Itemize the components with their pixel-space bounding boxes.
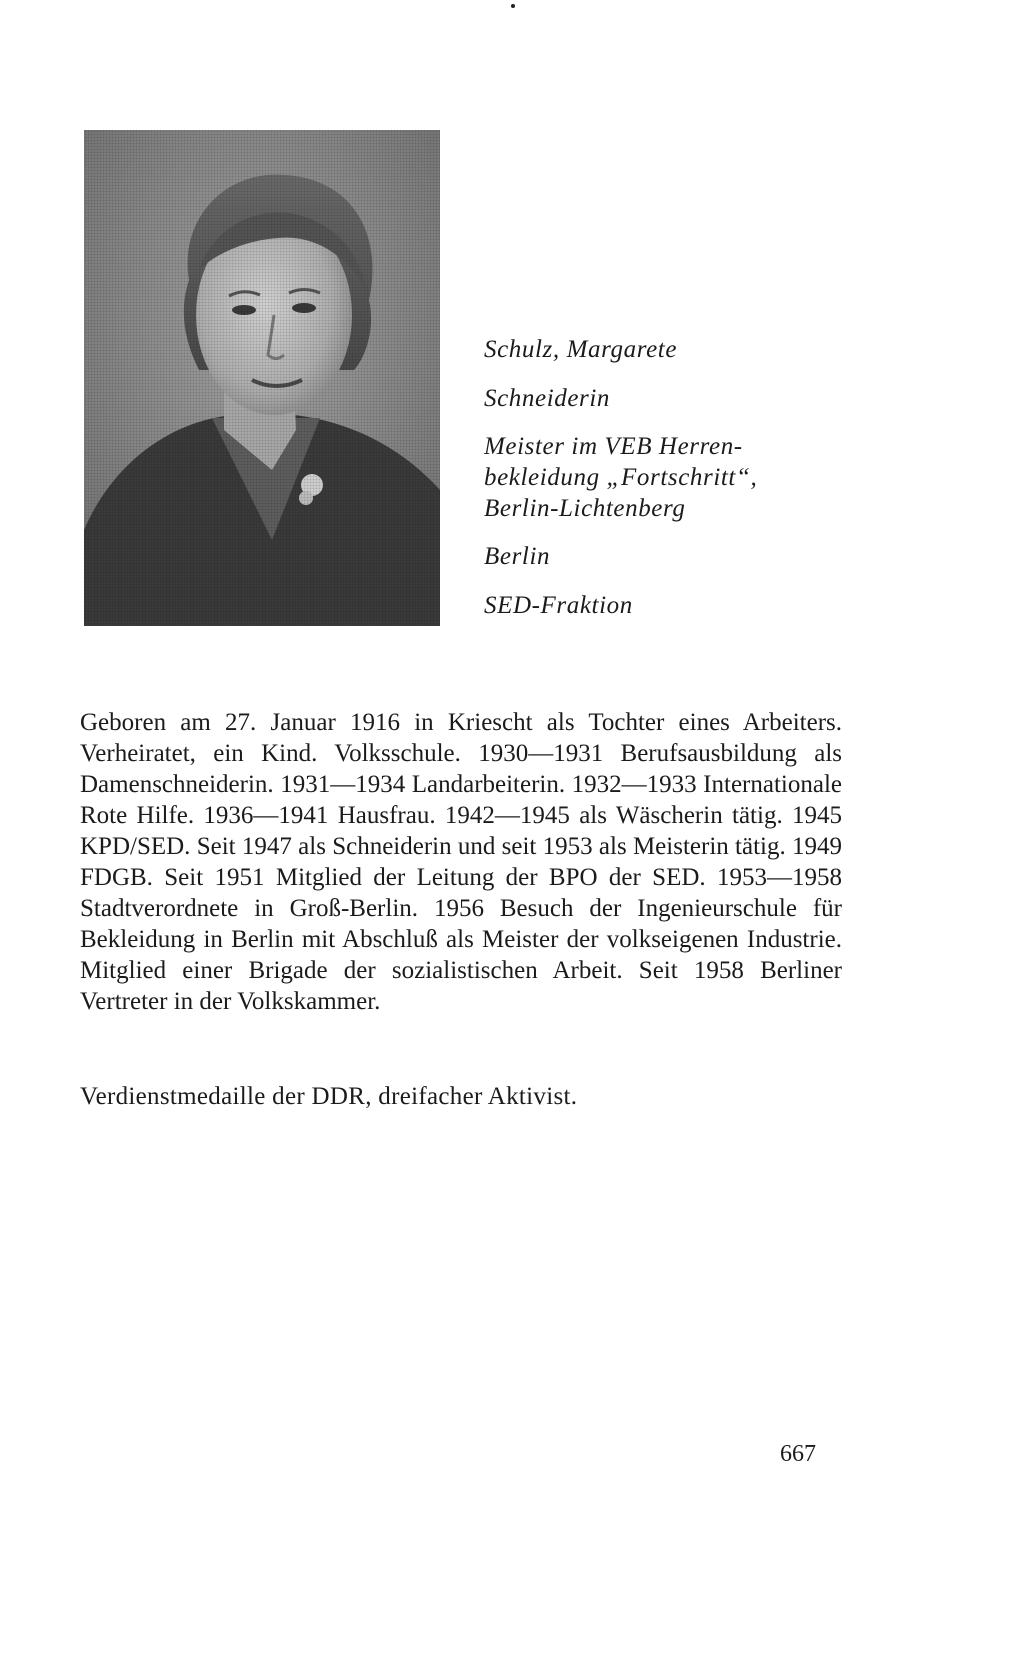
member-city: Berlin bbox=[484, 543, 551, 570]
page-number: 667 bbox=[780, 1441, 816, 1467]
member-name: Schulz, Margarete bbox=[484, 336, 678, 363]
workplace-line: bekleidung „Fortschritt“, bbox=[484, 464, 758, 491]
print-speck bbox=[511, 4, 515, 8]
biography bbox=[80, 707, 842, 1017]
member-profession: Schneiderin bbox=[484, 385, 611, 412]
workplace-line: Berlin-Lichtenberg bbox=[484, 495, 686, 522]
portrait-photo bbox=[84, 130, 440, 626]
biography-paragraph: Geboren am 27. Januar 1916 in Kriescht als Tochter eines Arbeiters. Verheiratet, ein Kind. Volksschule. 1930—1931 Berufsausbildung als Damenschneiderin. 1931—1934 Landarbeiterin. 1932—1933 Internationale Rote Hilfe. 1936—1941 Hausfrau. 1942—1945 als Wäscherin tätig. 1945 KPD/SED. Seit 1947 als Schneiderin und seit 1953 als Meisterin tätig. 1949 FDGB. Seit 1951 Mitglied der Leitung der BPO der SED. 1953—1958 Stadtverordnete in Groß-Berlin. 1956 Besuch der Ingenieurschule für Bekleidung in Berlin mit Abschluß als Meister der volkseigenen Industrie. Mitglied einer Brigade der sozialistischen Arbeit. Seit 1958 Berliner Vertreter in der Volkskammer. bbox=[80, 709, 842, 1015]
workplace-line: Meister im VEB Herren- bbox=[484, 433, 743, 460]
entry-caption bbox=[484, 334, 864, 621]
member-workplace bbox=[484, 431, 864, 524]
member-faction: SED-Fraktion bbox=[484, 592, 633, 619]
awards: Verdienstmedaille der DDR, dreifacher Aktivist. bbox=[80, 1083, 578, 1110]
portrait-illustration bbox=[84, 130, 440, 626]
